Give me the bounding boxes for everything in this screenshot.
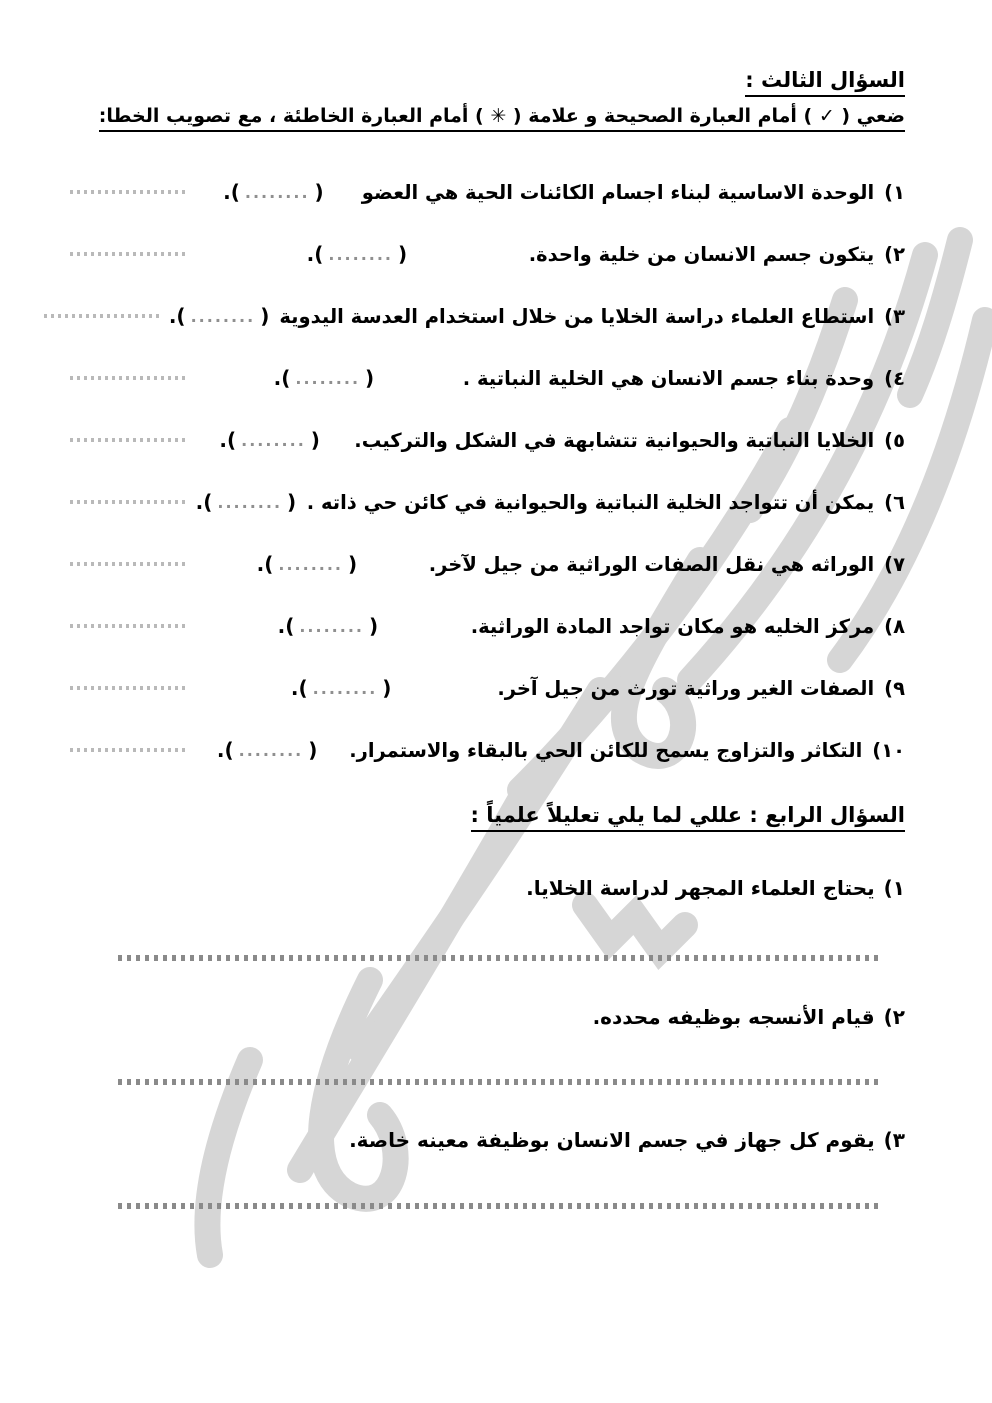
statement-number: ٤) [884,366,905,390]
statement-row [0,409,992,471]
slot-close: ) [382,676,392,700]
slot-dots: ........ [328,245,393,264]
slot-open: .( [290,676,308,700]
statement-number: ١) [884,180,905,204]
slot-open: .( [306,242,324,266]
correction-dotted-line [44,314,159,318]
statement-text [529,243,905,266]
reasoning-item [349,1128,905,1152]
slot-dots: ........ [295,369,361,388]
statement-label: الخلايا النباتية والحيوانية تتشابهة في الشكل والتركيب. [354,428,875,452]
question3-instruction [99,105,905,127]
slot-close: ) [398,242,408,266]
slot-close: ) [368,614,379,638]
statement-label: الوحدة الاساسية لبناء اجسام الكائنات الحية هي العضو [361,180,875,204]
answer-parentheses-slot [257,552,358,576]
answer-dotted-line [118,955,878,961]
statement-text [354,429,905,452]
correction-dotted-line [70,190,185,194]
reasoning-item-label: قيام الأنسجه بوظيفه محدده. [592,1005,875,1029]
slot-dots: ........ [244,183,310,202]
reasoning-item [593,1005,905,1029]
slot-close: ) [348,552,358,576]
statement-number: ٥) [884,428,905,452]
correction-dotted-line [70,686,185,690]
statement-row [0,533,992,595]
statement-text [471,615,905,638]
slot-open: .( [219,428,237,452]
answer-parentheses-slot [291,676,392,700]
correction-dotted-line [70,500,185,504]
answer-parentheses-slot [196,490,297,514]
slot-open: .( [273,366,291,390]
slot-dots: ........ [299,617,364,636]
slot-dots: ........ [241,431,306,450]
correction-dotted-line [70,748,185,752]
correction-dotted-line [70,624,185,628]
statement-row [0,347,992,409]
answer-parentheses-slot [274,366,375,390]
reasoning-item-label: يحتاج العلماء المجهر لدراسة الخلايا. [526,876,875,900]
correction-dotted-line [70,252,185,256]
answer-dotted-line [118,1079,878,1085]
statement-label: يمكن أن تتواجد الخلية النباتية والحيوانية في كائن حي ذاته . [306,490,875,514]
question3-instruction-text: ضعي ( ✓ ) أمام العبارة الصحيحة و علامة ( ✳ ) أمام العبارة الخاطئة ، مع تصويب الخطا: [99,105,905,132]
reasoning-item-number: ٣) [883,1128,905,1152]
question4-title-text: السؤال الرابع : عللي لما يلي تعليلاً علمياً : [471,803,905,832]
slot-close: ) [287,490,297,514]
statement-label: يتكون جسم الانسان من خلية واحدة. [528,242,875,266]
slot-open: .( [256,552,274,576]
reasoning-item-number: ١) [883,876,905,900]
answer-parentheses-slot [307,242,408,266]
statement-row [0,285,992,347]
slot-dots: ........ [238,741,304,760]
slot-open: .( [168,304,186,328]
answer-parentheses-slot [217,738,318,762]
statement-label: الصفات الغير وراثية تورث من جيل آخر. [497,676,875,700]
question3-title-text: السؤال الثالث : [745,68,905,97]
statement-row [0,161,992,223]
question4-title [471,803,905,827]
answer-dotted-line [118,1203,878,1209]
statement-row [0,719,992,781]
statement-text [362,181,905,204]
statement-label: استطاع العلماء دراسة الخلايا من خلال استخدام العدسة اليدوية [279,304,875,328]
reasoning-item-number: ٢) [883,1005,905,1029]
statement-text [307,491,905,514]
slot-close: ) [308,738,318,762]
slot-close: ) [310,428,320,452]
statement-number: ١٠) [872,738,905,762]
question3-title [745,68,905,92]
slot-open: .( [195,490,213,514]
slot-open: .( [277,614,295,638]
reasoning-item-label: يقوم كل جهاز في جسم الانسان بوظيفة معينه خاصة. [349,1128,875,1152]
answer-parentheses-slot [169,304,270,328]
slot-close: ) [365,366,375,390]
correction-dotted-line [70,376,185,380]
correction-dotted-line [70,438,185,442]
statement-number: ٣) [884,304,905,328]
statement-number: ٩) [884,676,905,700]
statement-label: الوراثه هي نقل الصفات الوراثية من جيل لآخر. [428,552,875,576]
slot-dots: ........ [217,493,283,512]
slot-dots: ........ [278,555,343,574]
answer-parentheses-slot [278,614,379,638]
statement-number: ٢) [884,242,905,266]
statement-text [349,739,905,762]
statement-text [429,553,905,576]
statement-number: ٨) [884,614,905,638]
slot-open: .( [216,738,234,762]
statement-row [0,223,992,285]
statement-label: وحدة بناء جسم الانسان هي الخلية النباتية . [462,366,875,390]
slot-open: .( [223,180,240,204]
reasoning-item [526,876,905,900]
answer-parentheses-slot [223,180,324,204]
statement-row [0,471,992,533]
slot-close: ) [260,304,270,328]
slot-dots: ........ [190,307,256,326]
statement-text [463,367,905,390]
statement-number: ٦) [884,490,905,514]
statement-row [0,595,992,657]
statement-row [0,657,992,719]
correction-dotted-line [70,562,185,566]
slot-dots: ........ [312,679,378,698]
statement-label: مركز الخليه هو مكان تواجد المادة الوراثية. [470,614,875,638]
statement-text [497,677,905,700]
answer-parentheses-slot [219,428,320,452]
statement-text [279,305,905,328]
statement-number: ٧) [884,552,905,576]
question3-statement-list [0,161,992,781]
statement-label: التكاثر والتزاوج يسمح للكائن الحي بالبقاء والاستمرار. [349,738,863,762]
slot-close: ) [314,180,324,204]
